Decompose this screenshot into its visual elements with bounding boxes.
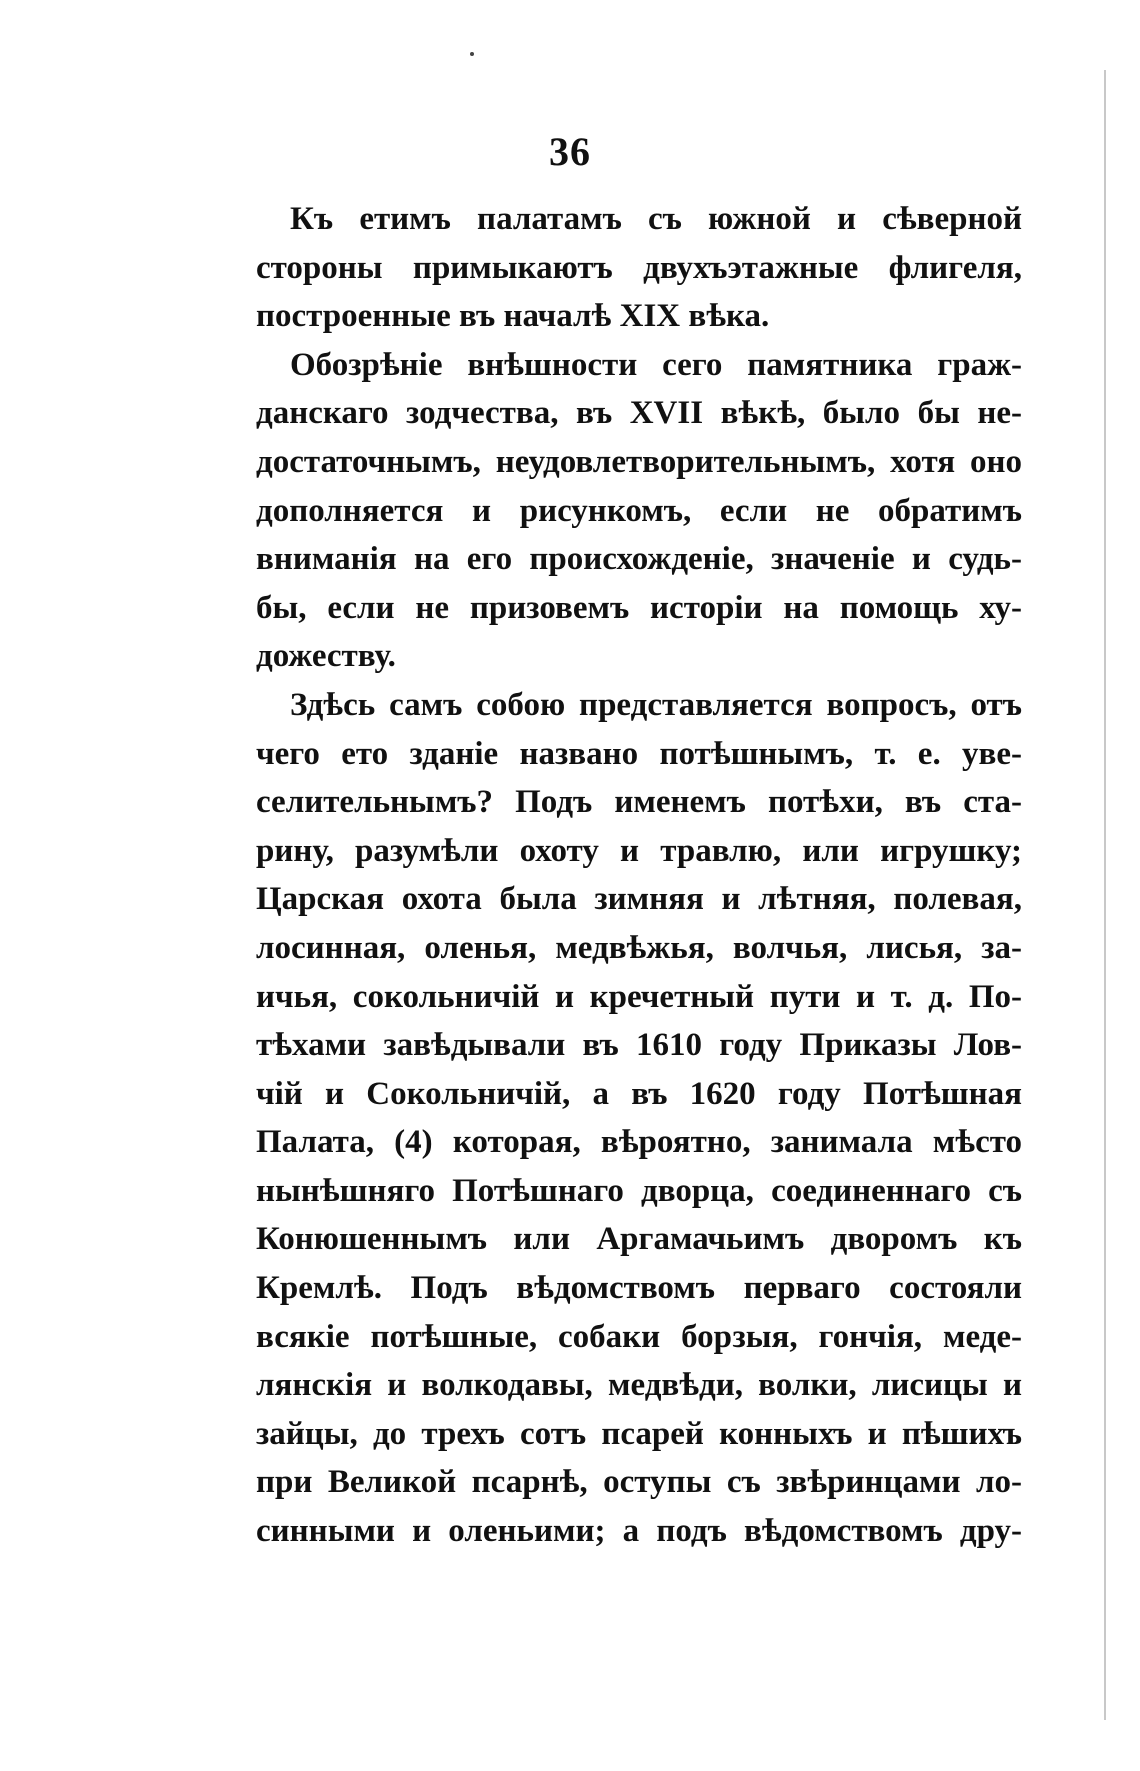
scan-speck — [470, 52, 474, 56]
text-line: зайцы, до трехъ сотъ псарей конныхъ и пѣшихъ — [256, 1415, 1022, 1452]
text-line: чего ето зданіе названо потѣшнымъ, т. е. уве- — [256, 735, 1022, 772]
text-line: достаточнымъ, неудовлетворительнымъ, хотя оно — [256, 443, 1022, 480]
text-line: лосинная, оленья, медвѣжья, волчья, лисья, за- — [256, 929, 1022, 966]
text-line: Конюшеннымъ или Аргамачьимъ дворомъ къ — [256, 1221, 1022, 1258]
body-text — [256, 195, 1022, 1556]
text-line: дожеству. — [256, 638, 396, 675]
text-line: стороны примыкаютъ двухъэтажные флигеля, — [256, 249, 1022, 286]
text-line: Обозрѣніе внѣшности сего памятника граж- — [290, 346, 1022, 383]
paragraph-2 — [256, 341, 1022, 681]
text-line: Палата, (4) которая, вѣроятно, занимала мѣсто — [256, 1124, 1022, 1161]
paragraph-1 — [256, 195, 1022, 341]
text-line: Кремлѣ. Подъ вѣдомствомъ перваго состояли — [256, 1270, 1022, 1307]
text-line: рину, разумѣли охоту и травлю, или игрушку; — [256, 832, 1022, 869]
text-line: бы, если не призовемъ исторіи на помощь ху- — [256, 589, 1022, 626]
text-line: Царская охота была зимняя и лѣтняя, полевая, — [256, 881, 1022, 918]
text-line: нынѣшняго Потѣшнаго дворца, соединеннаго съ — [256, 1172, 1022, 1209]
text-line: данскаго зодчества, въ XVII вѣкѣ, было бы не- — [256, 395, 1022, 432]
text-line: синными и оленьими; а подъ вѣдомствомъ дру- — [256, 1513, 1022, 1550]
page-number: 36 — [549, 129, 591, 174]
text-line: Здѣсь самъ собою представляется вопросъ, отъ — [290, 686, 1022, 723]
text-line: при Великой псарнѣ, оступы съ звѣринцами ло- — [256, 1464, 1022, 1501]
text-line: всякіе потѣшные, собаки борзыя, гончія, меде- — [256, 1318, 1022, 1355]
page-edge-line — [1104, 70, 1106, 1720]
text-line: вниманія на его происхожденіе, значеніе и судь- — [256, 541, 1022, 578]
text-line: лянскія и волкодавы, медвѣди, волки, лисицы и — [256, 1367, 1022, 1404]
text-line: чій и Сокольничій, а въ 1620 году Потѣшная — [256, 1075, 1022, 1112]
paragraph-3 — [256, 681, 1022, 1556]
text-line: построенные въ началѣ XIX вѣка. — [256, 298, 770, 335]
text-line: дополняется и рисункомъ, если не обратимъ — [256, 492, 1022, 529]
text-line: ичья, сокольничій и кречетный пути и т. д. По- — [256, 978, 1022, 1015]
text-line: тѣхами завѣдывали въ 1610 году Приказы Лов- — [256, 1027, 1022, 1064]
text-line: селительнымъ? Подъ именемъ потѣхи, въ ста- — [256, 784, 1022, 821]
text-line: Къ етимъ палатамъ съ южной и сѣверной — [290, 201, 1022, 237]
